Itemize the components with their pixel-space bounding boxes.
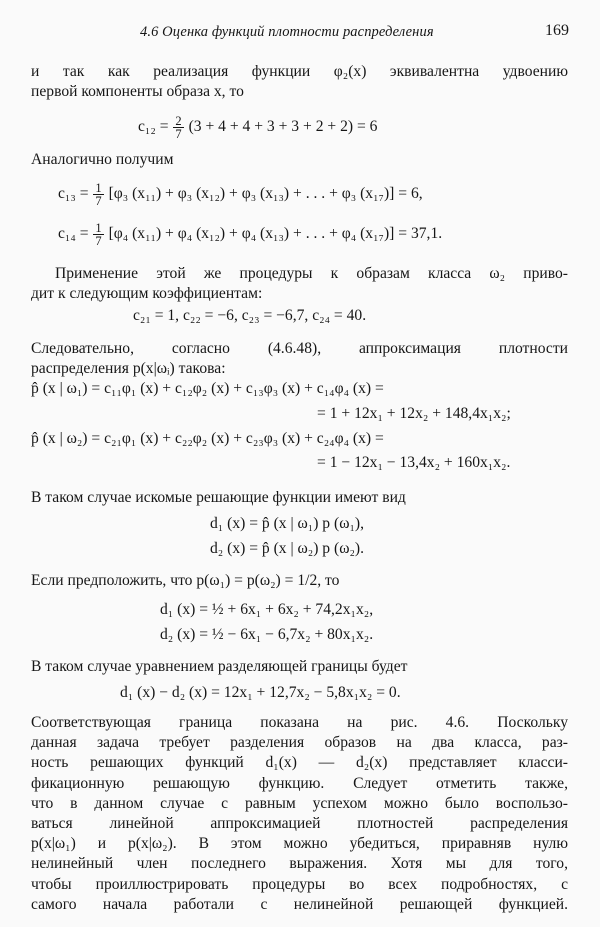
running-title: 4.6 Оценка функций плотности распределения [140,24,434,40]
formula-p1-line1: p̂ (x | ω₁) = c₁₁φ₁ (x) + c₁₂φ₂ (x) + c₁₃φ₃ (x) + c₁₄φ₄ (x) = [31,380,384,397]
text-line: дит к следующим коэффициентам: [31,285,263,303]
formula-p1-line2: = 1 + 12x₁ + 12x₂ + 148,4x₁x₂; [317,405,511,422]
formula-c12 [138,115,377,140]
paragraph-boundary [31,657,568,677]
text-line: и так как реализация функции φ₂(x) эквивалентна удвоению [31,63,568,80]
text-line: фикационную решающую функцию. Следует отметить также, [31,774,568,792]
page-number: 169 [545,22,569,39]
fraction [93,182,103,207]
formula-d2-expanded: d₂ (x) = ½ − 6x₁ − 6,7x₂ + 80x₁x₂. [160,626,374,643]
formula-p2-line1: p̂ (x | ω₂) = c₂₁φ₁ (x) + c₂₂φ₂ (x) + c₂₃φ₃ (x) + c₂₄φ₄ (x) = [31,430,384,447]
paragraph-conclusion [31,713,568,915]
formula-c2-coefficients: c₂₁ = 1, c₂₂ = −6, c₂₃ = −6,7, c₂₄ = 40. [133,307,367,324]
text-line: Применение этой же процедуры к образам класса ω₂ приво- [55,265,568,282]
paragraph-decision-functions [31,488,568,508]
formula-rhs: [φ₄ (x₁₁) + φ₄ (x₁₂) + φ₄ (x₁₃) + . . . + φ₄ (x₁₇)] = 37,1. [108,225,443,243]
formula-d1-expanded: d₁ (x) = ½ + 6x₁ + 6x₂ + 74,2x₁x₂, [160,601,374,618]
fraction-denominator: 7 [95,234,102,248]
fraction-numerator: 2 [175,114,182,128]
formula-lhs: c₁₂ = [138,118,169,136]
text-line: Аналогично получим [31,151,174,168]
text-line: Следовательно, согласно (4.6.48), аппроксимация плотности [31,340,568,357]
formula-c13 [58,182,423,207]
text-line: распределения p(x|ωᵢ) такова: [31,360,226,378]
formula-rhs: [φ₃ (x₁₁) + φ₃ (x₁₂) + φ₃ (x₁₃) + . . . + φ₃ (x₁₇)] = 6, [108,185,423,203]
formula-lhs: c₁₃ = [58,185,89,203]
text-line: ваться линейной аппроксимацией плотностей распределения [31,814,568,832]
paragraph-intro [31,62,568,102]
text-line: нелинейный член последнего выражения. Хотя мы для того, [31,855,568,873]
text-line: В таком случае уравнением разделяющей границы будет [31,658,408,675]
text-line: чтобы проиллюстрировать процедуры во всех подробностях, с [31,875,568,893]
fraction-numerator: 1 [95,221,102,235]
formula-p2-line2: = 1 − 12x₁ − 13,4x₂ + 160x₁x₂. [317,454,511,471]
paragraph-assume [31,571,568,591]
page-header [0,24,600,46]
formula-lhs: c₁₄ = [58,225,89,243]
fraction-numerator: 1 [95,181,102,195]
formula-d2: d₂ (x) = p̂ (x | ω₂) p (ω₂). [210,540,364,557]
paragraph-consequently [31,339,568,379]
formula-c14 [58,222,442,247]
formula-boundary: d₁ (x) − d₂ (x) = 12x₁ + 12,7x₂ − 5,8x₁x₂ = 0. [120,684,401,701]
text-line: В таком случае искомые решающие функции имеют вид [31,489,406,506]
paragraph-similarly [31,150,568,170]
fraction [173,115,183,140]
fraction-denominator: 7 [175,127,182,141]
text-line: Соответствующая граница показана на рис. 4.6. Поскольку [31,714,568,731]
text-line: данная задача требует разделения образов на два класса, раз- [31,734,568,752]
text-line: p(x|ω₁) и p(x|ω₂). В этом можно убедиться, приравняв нулю [31,835,568,853]
formula-rhs: (3 + 4 + 4 + 3 + 3 + 2 + 2) = 6 [188,118,378,136]
fraction [93,222,103,247]
fraction-denominator: 7 [95,194,102,208]
text-line: первой компоненты образа x, то [31,83,244,101]
text-line: ность решающих функций d₁(x) — d₂(x) представляет класси- [31,754,568,772]
formula-d1: d₁ (x) = p̂ (x | ω₁) p (ω₁), [210,515,364,532]
text-line: самого начала работали с нелинейной решающей функцией. [31,895,568,913]
text-line: Если предположить, что p(ω₁) = p(ω₂) = 1/2, то [31,572,340,589]
text-line: что в данном случае с равным успехом можно было воспользо- [31,794,568,812]
paragraph-class2 [31,264,568,304]
